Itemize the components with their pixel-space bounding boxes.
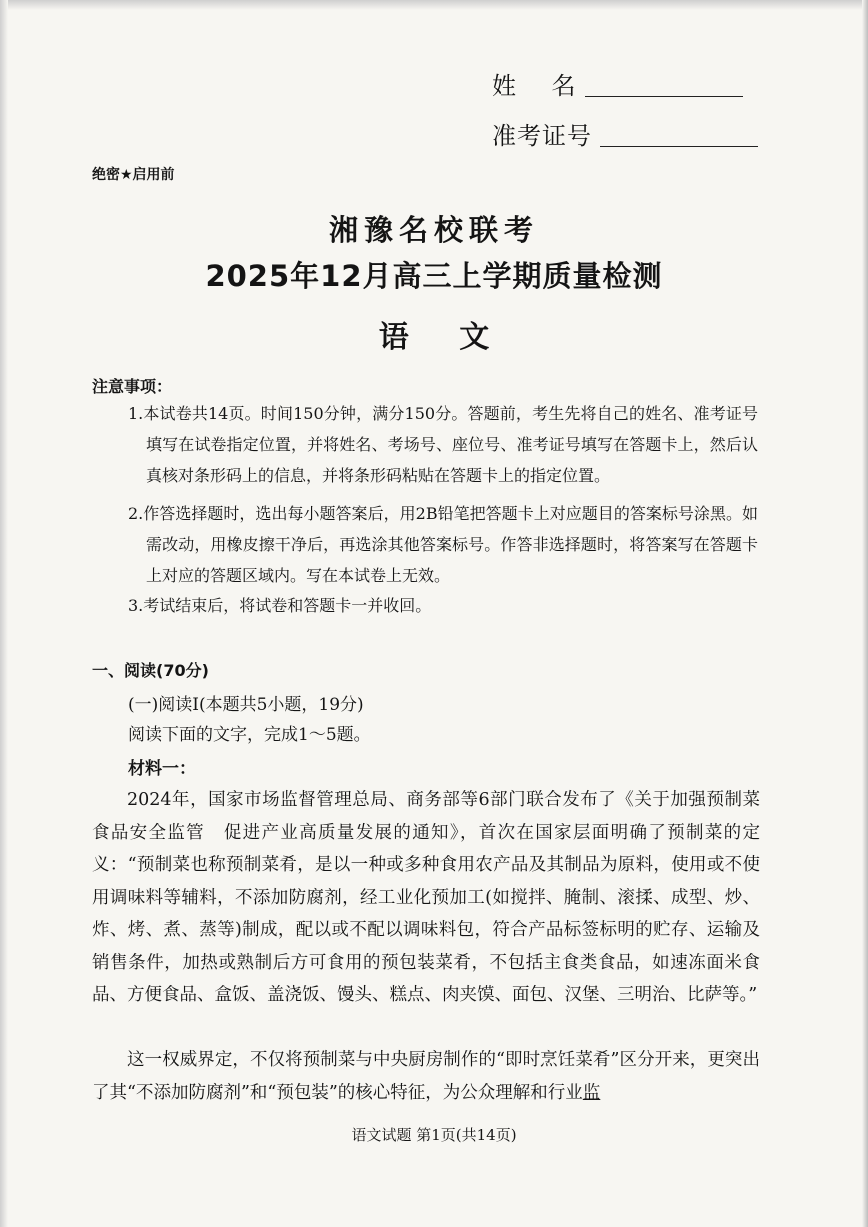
exam-title-line2: 2025年12月高三上学期质量检测 (205, 259, 663, 293)
notice-item-3: 3.考试结束后，将试卷和答题卡一并收回。 (128, 596, 432, 615)
section-heading: 一、阅读(70分) (92, 661, 209, 680)
secret-mark: 绝密★启用前 (92, 167, 175, 183)
name-blank-line (585, 95, 743, 97)
notice-heading: 注意事项： (92, 377, 173, 396)
notice-item-2: 2.作答选择题时，选出每小题答案后，用2B铅笔把答题卡上对应题目的答案标号涂黑。如需改动，用橡皮擦干净后，再选涂其他答案标号。作答非选择题时，将答案写在答题卡上对应的答题区域内。写在本试卷上无效。 (128, 504, 758, 585)
ticket-field (492, 116, 758, 151)
exam-title-line1: 湘豫名校联考 (328, 213, 539, 247)
name-field (492, 66, 743, 101)
page-footer: 语文试题 第1页(共14页) (351, 1126, 517, 1144)
material-paragraph-1: 2024年，国家市场监督管理总局、商务部等6部门联合发布了《关于加强预制菜食品安全监管 促进产业高质量发展的通知》，首次在国家层面明确了预制菜的定义：“预制菜也称预制菜肴，是以一种或多种食用农产品及其制品为原料，使用或不使用调味料等辅料，不添加防腐剂，经工业化预加工(如搅拌、腌制、滚揉、成型、炒、炸、烤、煮、蒸等)制成，配以或不配以调味料包，符合产品标签标明的贮存、运输及销售条件，加热或熟制后方可食用的预包装菜肴，不包括主食类食品，如速冻面米食品、方便食品、盒饭、盖浇饭、馒头、糕点、肉夹馍、面包、汉堡、三明治、比萨等。” (92, 790, 760, 1005)
material-label: 材料一： (128, 759, 196, 779)
notice-item-1: 1.本试卷共14页。时间150分钟，满分150分。答题前，考生先将自己的姓名、准考证号填写在试卷指定位置，并将姓名、考场号、座位号、准考证号填写在答题卡上，然后认真核对条形码上的信息，并将条形码粘贴在答题卡上的指定位置。 (128, 404, 758, 485)
scan-edge-right (862, 0, 868, 1227)
ticket-blank-line (600, 145, 758, 147)
paragraph-2-text: 这一权威界定，不仅将预制菜与中央厨房制作的“即时烹饪菜肴”区分开来，更突出了其“不添加防腐剂”和“预包装”的核心特征，为公众理解和行业 (92, 1050, 760, 1103)
section-subheading: (一)阅读Ⅰ(本题共5小题，19分) (128, 695, 364, 715)
ticket-label: 准考证号 (492, 122, 592, 150)
name-label: 姓 名 (492, 72, 577, 100)
scan-edge-top (0, 0, 868, 10)
subject-title: 语 文 (378, 320, 490, 355)
scan-edge-left (0, 0, 8, 1227)
material-paragraph-2 (92, 1044, 760, 1109)
paragraph-2-tail: 监 (582, 1082, 601, 1103)
reading-instruction: 阅读下面的文字，完成1～5题。 (128, 725, 371, 745)
